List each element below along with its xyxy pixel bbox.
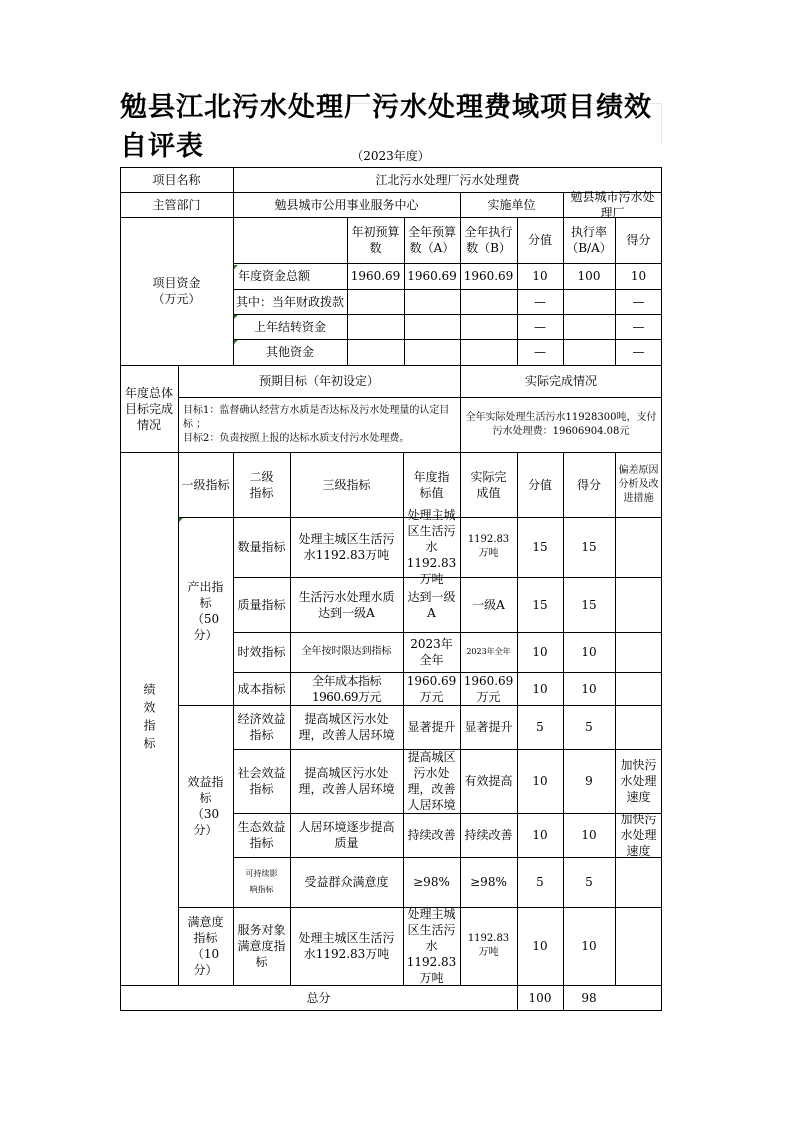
funds-label [120, 217, 233, 365]
goals-actual-header: 实际完成情况 [524, 374, 597, 388]
perf-row-l3: 全年按时限达到指标 [301, 646, 392, 657]
funds-header-score: 分值 [527, 233, 552, 247]
funds-row-fiscal-label: 其中：当年财政拨款 [236, 294, 345, 309]
perf-row-l3: 生活污水处理水质达到一级A [298, 589, 395, 620]
perf-header-note: 偏差原因分析及改进措施 [618, 464, 659, 504]
perf-row-actual: 2023年全年 [466, 647, 511, 656]
perf-row-got: 10 [581, 681, 597, 696]
page-title: 勉县江北污水处理厂污水处理费域项目绩效自评表 [120, 91, 652, 162]
perf-row-l3: 全年成本指标1960.69万元 [311, 673, 382, 704]
goals-actual-text: 全年实际处理生活污水11928300吨，支付污水处理费：19606904.08元 [465, 411, 657, 437]
perf-row-l2: 质量指标 [237, 597, 286, 612]
perf-row-l2: 经济效益指标 [237, 712, 286, 742]
perf-row-l2: 成本指标 [237, 681, 286, 696]
funds-other-score: — [534, 345, 546, 359]
year-label: （2023年度） [351, 149, 430, 163]
perf-row-l2: 可持续影响指标 [245, 869, 278, 894]
perf-row-score: 10 [532, 645, 548, 659]
funds-row-total-label: 年度资金总额 [238, 269, 311, 283]
perf-header-actual: 实际完成值 [470, 469, 507, 500]
perf-group-benefit: 效益指标（30分） [187, 775, 224, 837]
funds-total-rate: 100 [577, 269, 601, 283]
goal-1-text: 目标1：监督确认经营方水质是否达标及污水处理量的认定目标 ； [183, 404, 450, 430]
funds-carry-got: — [632, 319, 645, 334]
total-label: 总分 [306, 990, 331, 1005]
impl-label: 实施单位 [487, 197, 536, 212]
perf-row-got: 9 [585, 774, 593, 788]
perf-row-target: 处理主城区生活污水1192.83万吨 [406, 907, 457, 985]
funds-label-line2: （万元） [152, 292, 201, 306]
goals-label: 年度总体目标完成情况 [124, 385, 173, 432]
perf-row-got: 5 [585, 720, 593, 734]
funds-total-b: 1960.69 [463, 269, 514, 283]
perf-row-target: 显著提升 [407, 720, 456, 734]
total-score: 100 [528, 990, 552, 1005]
perf-header-l1: 一级指标 [181, 477, 230, 492]
goal-2-text: 目标2：负责按照上报的达标水质支付污水处理费。 [183, 432, 410, 444]
perf-row-actual: 1960.69万元 [463, 673, 514, 704]
perf-row-actual: 一级A [472, 597, 505, 612]
perf-row-score: 10 [532, 681, 548, 696]
perf-row-l2: 社会效益指标 [237, 766, 286, 796]
funds-label-line1: 项目资金 [152, 276, 201, 290]
perf-row-target: 2023年全年 [410, 637, 453, 667]
funds-fiscal-score: — [534, 294, 546, 309]
perf-row-l2: 生态效益指标 [237, 820, 286, 850]
perf-row-score: 5 [536, 720, 544, 734]
perf-row-got: 15 [581, 597, 597, 612]
dept-label: 主管部门 [152, 197, 201, 212]
perf-group-output: 产出指标（50分） [187, 580, 224, 642]
perf-header-l2: 二级指标 [249, 469, 274, 500]
perf-group-satisfaction: 满意度指标（10分） [187, 915, 224, 977]
funds-row-other-label: 其他资金 [265, 345, 314, 359]
funds-row-carry-label: 上年结转资金 [253, 319, 326, 334]
perf-row-got: 10 [581, 939, 597, 953]
perf-row-score: 10 [532, 774, 548, 788]
impl-value: 勉县城市污水处理厂 [570, 189, 655, 220]
perf-row-score: 15 [532, 597, 548, 612]
perf-label: 绩效指标 [142, 682, 156, 755]
perf-row-actual: 持续改善 [464, 828, 513, 842]
funds-carry-score: — [534, 319, 546, 334]
perf-row-l3: 处理主城区生活污水1192.83万吨 [298, 532, 395, 562]
funds-other-got: — [632, 345, 645, 359]
perf-row-actual: ≥98% [470, 875, 507, 889]
perf-row-l3: 提高城区污水处理，改善人居环境 [298, 712, 395, 742]
funds-header-budget-initial: 年初预算数 [351, 225, 400, 255]
perf-row-got: 5 [585, 875, 593, 889]
evaluation-sheet [120, 91, 662, 1011]
perf-row-score: 15 [532, 540, 548, 554]
funds-total-initial: 1960.69 [350, 269, 401, 283]
perf-row-l3: 人居环境逐步提高质量 [298, 820, 395, 850]
perf-row-actual: 显著提升 [464, 720, 513, 734]
perf-row-l2: 时效指标 [237, 645, 286, 659]
perf-row-l2: 数量指标 [237, 540, 286, 554]
funds-total-score: 10 [532, 269, 548, 283]
funds-header-budget-a: 全年预算数（A） [407, 225, 456, 255]
perf-row-target: 1960.69万元 [406, 673, 457, 704]
perf-row-got: 10 [581, 645, 597, 659]
funds-total-a: 1960.69 [407, 269, 457, 283]
perf-row-got: 15 [581, 540, 597, 554]
perf-row-actual: 1192.83万吨 [467, 933, 510, 958]
perf-row-actual: 有效提高 [464, 774, 513, 788]
perf-row-l3: 处理主城区生活污水1192.83万吨 [298, 931, 395, 961]
dept-value: 勉县城市公用事业服务中心 [274, 197, 419, 212]
perf-header-score: 分值 [527, 477, 552, 492]
perf-row-l3: 受益群众满意度 [304, 875, 389, 889]
perf-row-target: 提高城区污水处理，改善人居环境 [407, 750, 456, 812]
funds-header-exec-b: 全年执行数（B） [464, 225, 513, 255]
perf-header-got: 得分 [576, 477, 601, 492]
perf-row-got: 10 [581, 828, 597, 842]
perf-row-target: 处理主城区生活污水1192.83万吨 [406, 508, 457, 586]
perf-row-l2: 服务对象满意度指标 [237, 923, 286, 969]
goals-expected-header: 预期目标（年初设定） [258, 374, 379, 388]
perf-header-target: 年度指标值 [413, 469, 450, 500]
perf-row-actual: 1192.83万吨 [467, 534, 510, 559]
perf-row-score: 5 [536, 875, 544, 889]
perf-row-l3: 提高城区污水处理，改善人居环境 [298, 766, 395, 796]
funds-header-got: 得分 [626, 233, 651, 247]
funds-header-rate: 执行率（B/A） [566, 225, 612, 255]
project-name-value: 江北污水处理厂污水处理费 [375, 172, 520, 187]
perf-header-l3: 三级指标 [322, 477, 371, 492]
total-got: 98 [581, 990, 597, 1005]
perf-row-note: 加快污水处理速度 [620, 812, 657, 858]
perf-row-score: 10 [532, 939, 548, 953]
perf-row-target: 持续改善 [407, 828, 456, 842]
perf-row-target: 达到一级A [407, 589, 456, 620]
perf-row-note: 加快污水处理速度 [620, 758, 657, 804]
funds-fiscal-got: — [632, 294, 645, 309]
perf-row-score: 10 [532, 828, 548, 842]
funds-total-got: 10 [630, 269, 647, 283]
perf-row-target: ≥98% [413, 875, 450, 889]
project-name-label: 项目名称 [152, 172, 201, 187]
goals-expected-text [178, 397, 460, 452]
